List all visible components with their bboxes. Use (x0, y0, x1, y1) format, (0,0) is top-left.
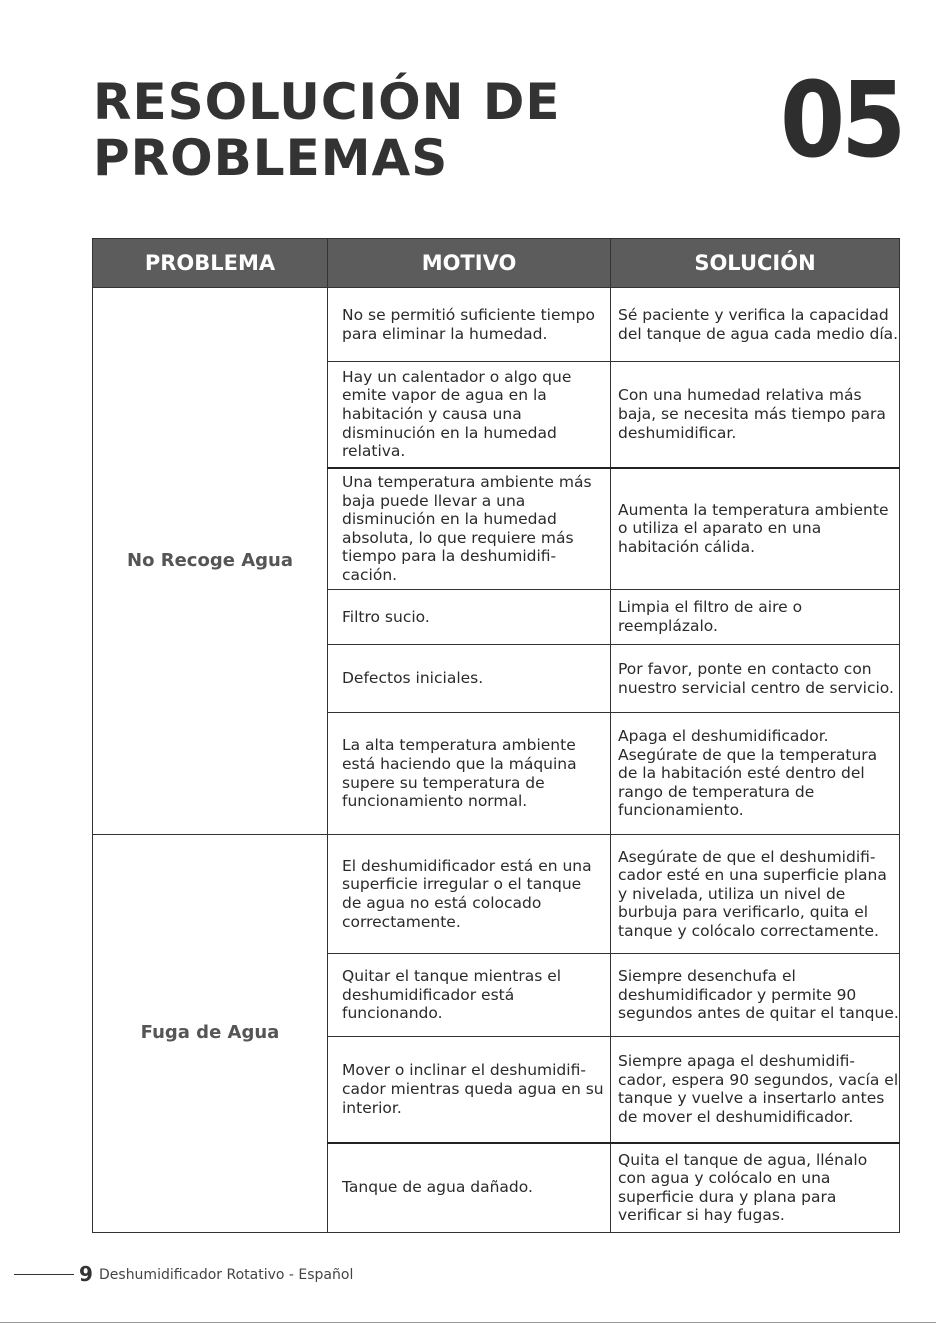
solucion-cell: Siempre apaga el deshumidifi-cador, espera 90 segundos, vacía el tanque y vuelve a insertarlo antes de mover el deshumidificador. (611, 1037, 900, 1143)
motivo-cell: Una temperatura ambiente más baja puede llevar a una disminución en la humedad absoluta, lo que requiere más tiempo para la deshumidifi-cación. (328, 468, 611, 590)
page-title (93, 74, 561, 186)
page-title-line-2: PROBLEMAS (93, 129, 449, 187)
solucion-cell: Apaga el deshumidificador. Asegúrate de que la temperatura de la habitación esté dentro del rango de temperatura de funcionamiento. (611, 713, 900, 835)
troubleshooting-table (92, 238, 900, 1233)
solucion-cell: Quita el tanque de agua, llénalo con agua y colócalo en una superficie dura y plana para verificar si hay fugas. (611, 1143, 900, 1233)
problem-cell-no-recoge-agua: No Recoge Agua (93, 288, 328, 835)
column-header-motivo: MOTIVO (328, 239, 611, 288)
motivo-cell: El deshumidificador está en una superficie irregular o el tanque de agua no está colocado correctamente. (328, 835, 611, 954)
motivo-cell: Quitar el tanque mientras el deshumidificador está funcionando. (328, 954, 611, 1037)
column-header-solucion: SOLUCIÓN (611, 239, 900, 288)
motivo-cell: La alta temperatura ambiente está haciendo que la máquina supere su temperatura de funcionamiento normal. (328, 713, 611, 835)
solucion-cell: Con una humedad relativa más baja, se necesita más tiempo para deshumidificar. (611, 362, 900, 468)
page-bottom-rule (0, 1322, 936, 1323)
solucion-cell: Asegúrate de que el deshumidifi-cador esté en una superficie plana y nivelada, utiliza un nivel de burbuja para verificarlo, quita el tanque y colócalo correctamente. (611, 835, 900, 954)
column-header-problema: PROBLEMA (93, 239, 328, 288)
footer-divider (14, 1274, 74, 1275)
solucion-cell: Aumenta la temperatura ambiente o utiliza el aparato en una habitación cálida. (611, 468, 900, 590)
motivo-cell: Filtro sucio. (328, 590, 611, 645)
footer-text: Deshumidificador Rotativo - Español (99, 1267, 354, 1283)
table-row (93, 835, 900, 954)
motivo-cell: Tanque de agua dañado. (328, 1143, 611, 1233)
motivo-cell: Defectos iniciales. (328, 645, 611, 713)
solucion-cell: Sé paciente y verifica la capacidad del tanque de agua cada medio día. (611, 288, 900, 362)
page-title-line-1: RESOLUCIÓN DE (93, 73, 561, 131)
motivo-cell: No se permitió suficiente tiempo para eliminar la humedad. (328, 288, 611, 362)
motivo-cell: Mover o inclinar el deshumidifi-cador mientras queda agua en su interior. (328, 1037, 611, 1143)
solucion-cell: Por favor, ponte en contacto con nuestro servicial centro de servicio. (611, 645, 900, 713)
table-row (93, 288, 900, 362)
chapter-number: 05 (780, 59, 903, 181)
motivo-cell: Hay un calentador o algo que emite vapor de agua en la habitación y causa una disminución en la humedad relativa. (328, 362, 611, 468)
table-header-row (93, 239, 900, 288)
solucion-cell: Siempre desenchufa el deshumidificador y permite 90 segundos antes de quitar el tanque. (611, 954, 900, 1037)
problem-cell-fuga-de-agua: Fuga de Agua (93, 835, 328, 1233)
solucion-cell: Limpia el filtro de aire o reemplázalo. (611, 590, 900, 645)
page-number: 9 (79, 1262, 93, 1286)
